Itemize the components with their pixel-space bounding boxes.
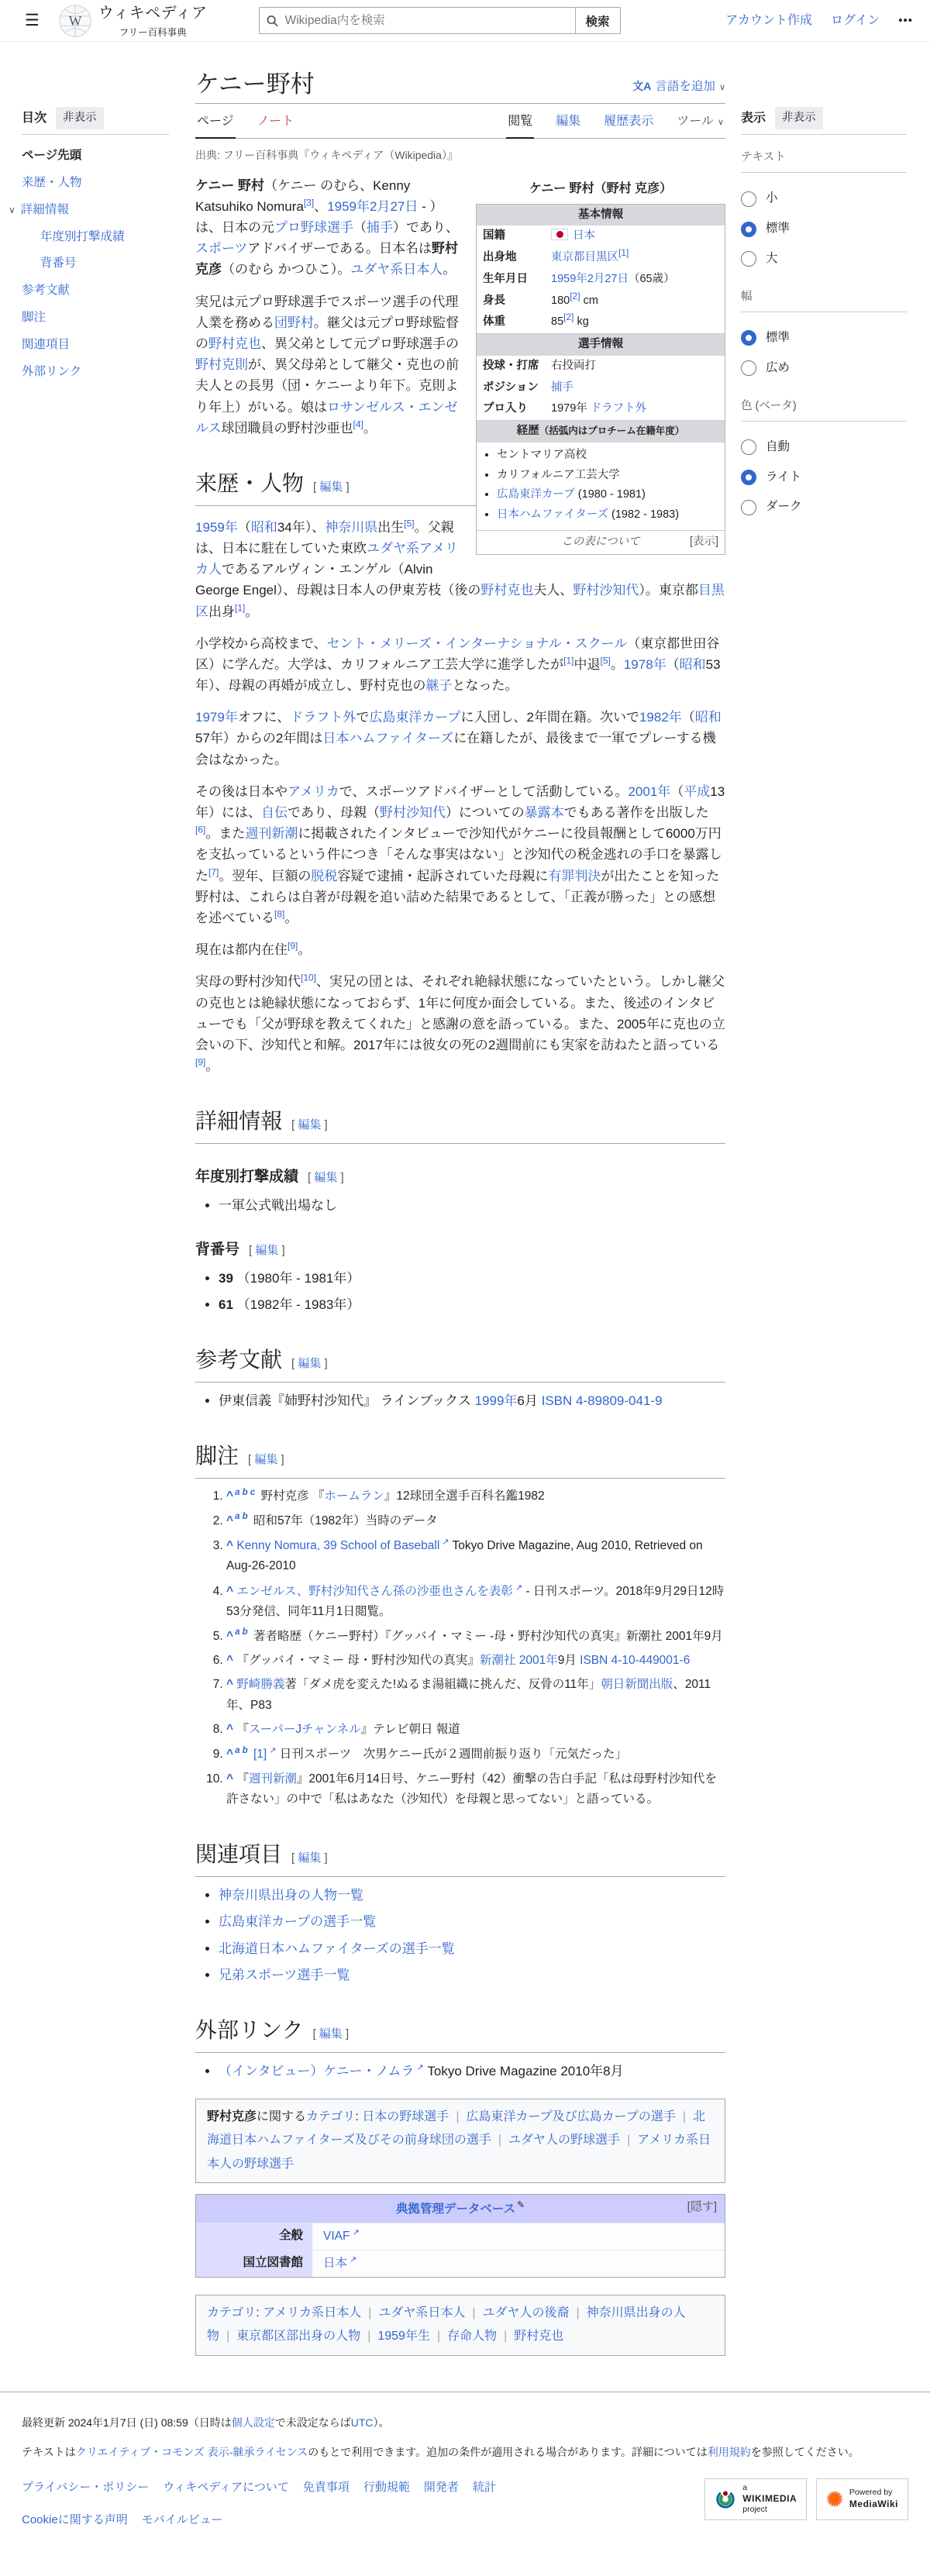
list-item: • 61 （1982年 - 1983年）	[219, 1294, 725, 1315]
reference-link[interactable]: [10]	[301, 972, 317, 983]
edit-section-link[interactable]: [ 編集 ]	[291, 1357, 328, 1370]
section-heading-career: 来歴・人物 [ 編集 ]	[195, 467, 725, 506]
external-link[interactable]: Kenny Nomura, 39 School of Baseball ↗	[236, 1537, 450, 1553]
inline-link[interactable]: 継子	[425, 678, 453, 694]
radio-color-auto[interactable]: 自動	[741, 432, 907, 463]
paragraph: 小学校から高校まで、セント・メリーズ・インターナショナル・スクール（東京都世田谷区）に学んだ。大学は、カリフォルニア工芸大学に進学したが[1]中退[5]。1978年（昭和53年）、母親の再婚が成立し、野村克也の継子となった。	[195, 635, 721, 694]
inline-link[interactable]: ホームラン	[324, 1489, 384, 1503]
footer-link-privacy[interactable]: プライバシー・ポリシー	[22, 2480, 150, 2494]
radio-width-wide[interactable]: 広め	[741, 353, 907, 384]
infobox-header-player: 選手情報	[477, 333, 725, 356]
radio-text-large[interactable]: 大	[741, 244, 907, 274]
inline-link[interactable]: 北海道日本ハムファイターズ及びその前身球団の選手	[207, 2110, 706, 2147]
inline-link[interactable]: 北海道日本ハムファイターズの選手一覧	[219, 1941, 455, 1956]
appearance-title: 表示	[741, 111, 766, 125]
page-title: ケニー野村	[195, 71, 315, 98]
inline-link[interactable]: ISBN 4-10-449001-6	[580, 1653, 691, 1667]
inline-link[interactable]: 日本	[573, 229, 595, 243]
infobox	[476, 178, 725, 555]
edit-section-link[interactable]: [ 編集 ]	[291, 1851, 328, 1865]
inline-link[interactable]: ^	[226, 1748, 234, 1762]
inline-link[interactable]: クリエイティブ・コモンズ 表示-継承ライセンス	[75, 2446, 308, 2459]
lead-paragraph: ケニー 野村（ケニー のむら、Kenny Katsuhiko Nomura[3]、1959年2月27日 - ）は、日本の元プロ野球選手（捕手）であり、スポーツアドバイザーである。日本名は野村 克彦（のむら かつひこ）。ユダヤ系日本人。	[195, 177, 459, 277]
reference-link[interactable]: [1]	[563, 655, 574, 666]
external-link[interactable]: エンゼルス、野村沙知代さん孫の沙亜也さんを表彰 ↗	[236, 1582, 523, 1598]
footnote: 1. ^ $^{a b c}$ 野村克彦 『ホームラン』12球団全選手百科名鑑1982	[226, 1486, 725, 1507]
infobox-show-link[interactable]: [表示]	[689, 535, 718, 548]
search-input[interactable]	[284, 13, 568, 29]
radio-text-standard[interactable]: 標準	[741, 214, 907, 244]
authority-hide-link[interactable]: [隠す]	[687, 2200, 717, 2214]
site-subtitle: 出典: フリー百科事典『ウィキペディア（Wikipedia）』	[195, 149, 458, 162]
list-item: • セントマリア高校	[497, 447, 725, 464]
wikimedia-logo-icon	[715, 2488, 736, 2510]
article-content	[195, 42, 725, 2356]
footer-link-conduct[interactable]: 行動規範	[363, 2480, 410, 2494]
inline-link[interactable]: ^	[226, 1772, 234, 1786]
infobox-row: 体重 85[2] kg	[483, 312, 589, 329]
inline-link[interactable]: スーパーJチャンネル	[248, 1722, 361, 1736]
inline-link[interactable]: 昭和	[250, 519, 277, 535]
lead-paragraph: 実兄は元プロ野球選手でスポーツ選手の代理人業を務める団野村。継父は元プロ野球監督の野村克也、異父弟として元プロ野球選手の野村克則が、異父母弟として継父・克也の前夫人との長男（団・ケニーより年下。克則より年上）がいる。娘はロサンゼルス・エンゼルス球団職員の野村沙亜也[4]。	[195, 294, 459, 436]
inline-link[interactable]: 1959年生	[377, 2330, 430, 2344]
infobox-row: 国籍 日本	[483, 229, 595, 243]
inline-link[interactable]: 平成	[684, 783, 711, 799]
inline-link[interactable]: 兄弟スポーツ選手一覧	[219, 1967, 350, 1982]
paragraph: 現在は都内在住[9]。	[195, 940, 312, 958]
inline-link[interactable]: 野崎勝義	[236, 1678, 285, 1692]
logo-title: ウィキペディア	[98, 5, 208, 22]
inline-link[interactable]: 1982年	[639, 710, 682, 725]
search-icon	[267, 15, 278, 27]
inline-link[interactable]: 1959年2月27日	[327, 198, 418, 214]
reference-link[interactable]: [3]	[303, 197, 315, 208]
inline-link[interactable]: 神奈川県	[325, 519, 378, 535]
reference-link[interactable]: [5]	[404, 518, 415, 529]
inline-link[interactable]: 昭和	[694, 710, 722, 725]
inline-link[interactable]: 東京都区部出身の人物	[236, 2330, 361, 2344]
radio-icon[interactable]	[741, 470, 756, 485]
appearance-panel	[741, 42, 907, 522]
inline-link[interactable]: ロサンゼルス・エンゼルス	[195, 399, 458, 436]
inline-link[interactable]: ユダヤ系日本人	[350, 262, 443, 277]
inline-link[interactable]: 目黒区	[195, 583, 725, 619]
inline-link[interactable]: 広島東洋カープ及び広島カープの選手	[466, 2110, 676, 2124]
inline-link[interactable]: ^	[226, 1629, 234, 1643]
chevron-down-icon[interactable]: ∨	[9, 204, 16, 215]
footnote: 10. ^ 『週刊新潮』2001年6月14日号、ケニー野村（42）衝撃の告白手記「私は母野村沙知代を許さない」の中で「私はあなた（沙知代）を母親と思ってない」と語っている。	[226, 1769, 725, 1810]
inline-link[interactable]: 暴露本	[524, 805, 564, 821]
footnote: 4. ^ エンゼルス、野村沙知代さん孫の沙亜也さんを表彰 ↗ - 日刊スポーツ。2018年9月29日12時53分発信、同年11月1日閲覧。	[226, 1581, 725, 1623]
inline-link[interactable]: スポーツ	[195, 241, 248, 257]
tab-talk[interactable]: ノート	[257, 114, 294, 128]
footnote-list	[195, 1486, 725, 1810]
tab-edit[interactable]: 編集	[556, 114, 581, 128]
edit-section-link[interactable]: [ 編集 ]	[308, 1171, 344, 1184]
infobox-row: ポジション 捕手	[483, 381, 574, 394]
radio-icon[interactable]	[741, 360, 756, 376]
page-footer	[0, 2392, 930, 2576]
inline-link[interactable]: 1979年	[195, 710, 238, 725]
toc-item-number[interactable]: 背番号	[40, 257, 77, 270]
inline-link[interactable]: 東京都目黒区	[551, 251, 618, 264]
site-header	[0, 0, 930, 42]
last-updated: 最終更新 2024年1月7日 (日) 08:59（日時は個人設定で未設定ならばUTC）。	[22, 2416, 390, 2429]
appearance-hide-button[interactable]: 非表示	[775, 107, 823, 129]
inline-link[interactable]: 利用規約	[707, 2446, 751, 2459]
list-item: • 伊東信義『姉野村沙知代』 ラインブックス 1999年6月 ISBN 4-89809-041-9	[219, 1390, 725, 1411]
chevron-down-icon: ∨	[717, 117, 724, 127]
inline-link[interactable]: 1999年	[474, 1393, 518, 1409]
section-heading-details: 詳細情報 [ 編集 ]	[195, 1104, 725, 1144]
footer-link-cookies[interactable]: Cookieに関する声明	[22, 2512, 128, 2526]
logo-subtitle: フリー百科事典	[119, 27, 187, 38]
radio-text-small[interactable]: 小	[741, 184, 907, 214]
reference-link[interactable]: [7]	[208, 866, 219, 877]
external-link[interactable]: VIAF ↗	[323, 2228, 360, 2244]
mediawiki-badge[interactable]: ✺ Powered by MediaWiki	[816, 2478, 908, 2520]
list-item: • 広島東洋カープ (1980 - 1981)	[497, 487, 725, 504]
wikipedia-globe-icon	[58, 4, 92, 38]
infobox-header-career: 経歴（括弧内はプロチーム在籍年度）	[477, 420, 725, 443]
edit-section-link[interactable]: [ 編集 ]	[249, 1244, 285, 1257]
inline-link[interactable]: ^	[226, 1653, 234, 1667]
external-link[interactable]: （インタビュー）ケニー・ノムラ ↗	[219, 2063, 424, 2078]
subsection-heading-number: 背番号 [ 編集 ]	[195, 1238, 725, 1262]
footer-link-mobile[interactable]: モバイルビュー	[141, 2512, 223, 2526]
width-group-label: 幅	[741, 288, 907, 312]
toc-item-related[interactable]: 関連項目	[22, 337, 71, 351]
pencil-icon[interactable]: ✎	[517, 2199, 525, 2211]
inline-link[interactable]: 1978年	[623, 656, 666, 672]
infobox-row: プロ入り 1979年 ドラフト外	[483, 402, 647, 415]
inline-link[interactable]: 広島東洋カープ	[497, 488, 575, 501]
inline-link[interactable]: アメリカ系日本人の野球選手	[207, 2133, 711, 2171]
paragraph: その後は日本やアメリカで、スポーツアドバイザーとして活動している。2001年（平成13年）には、自伝であり、母親（野村沙知代）についての暴露本でもある著作を出版した[6]。また週刊新潮に掲載されたインタビューで沙知代がケニーに役員報酬として6000万円を支払っているという件につき「そんな事実はない」と沙知代の税金逃れの手口を暴露した[7]。翌年、巨額の脱税容疑で逮捕・起訴されていた母親に有罪判決が出たことを知った野村は、これらは自著が母親を追い詰めた結果であるとして、「正義が勝った」との感想を述べている[8]。	[195, 783, 725, 925]
edit-section-link[interactable]: [ 編集 ]	[312, 2027, 349, 2040]
tab-read[interactable]: 閲覧	[506, 105, 534, 139]
tab-page[interactable]: ページ	[195, 105, 236, 139]
inline-link[interactable]: 週刊新潮	[245, 826, 298, 842]
radio-icon[interactable]	[741, 222, 756, 237]
search-bar	[259, 7, 621, 34]
inline-link[interactable]: 捕手	[551, 381, 574, 394]
color-group-label: 色 (ベータ)	[741, 398, 907, 422]
authority-title-link[interactable]: 典拠管理データベース	[395, 2202, 516, 2216]
japan-flag-icon	[551, 229, 568, 240]
hamburger-menu-icon[interactable]: ☰	[25, 11, 40, 29]
inline-link[interactable]: 個人設定	[231, 2416, 275, 2429]
inline-link[interactable]: 広島東洋カープの選手一覧	[219, 1914, 377, 1930]
inline-link[interactable]: 野村沙知代	[573, 583, 639, 598]
reference-link[interactable]: [9]	[195, 1056, 206, 1068]
toc-item-top[interactable]: ページ先頭	[22, 149, 82, 163]
inline-link[interactable]: 野村克則	[195, 357, 248, 373]
reference-link[interactable]: [2]	[570, 290, 580, 301]
inline-link[interactable]: 1959年2月27日	[551, 272, 629, 285]
inline-link[interactable]: セント・メリーズ・インターナショナル・スクール	[326, 635, 628, 651]
reference-link[interactable]: [8]	[274, 908, 285, 920]
inline-link[interactable]: 日本ハムファイターズ	[322, 731, 454, 746]
tab-tools[interactable]: ツール ∨	[677, 114, 724, 128]
subsection-heading-batting: 年度別打撃成績 [ 編集 ]	[195, 1166, 725, 1189]
chevron-down-icon: ∨	[718, 82, 725, 92]
footer-link-about[interactable]: ウィキペディアについて	[163, 2480, 289, 2494]
section-heading-notes: 脚注 [ 編集 ]	[195, 1439, 725, 1479]
inline-link[interactable]: ^	[226, 1584, 234, 1598]
inline-link[interactable]: ISBN 4-89809-041-9	[541, 1393, 663, 1409]
inline-link[interactable]: 週刊新潮	[248, 1772, 297, 1786]
inline-link[interactable]: 昭和	[679, 656, 706, 672]
inline-link[interactable]: ドラフト外	[290, 710, 356, 725]
inline-link[interactable]: プロ野球選手	[274, 220, 353, 236]
inline-link[interactable]: 捕手	[367, 220, 393, 236]
inline-link[interactable]: 日本ハムファイターズ	[497, 508, 608, 522]
radio-icon[interactable]	[741, 251, 756, 267]
inline-link[interactable]: 朝日新聞出版	[601, 1678, 673, 1692]
section-heading-related: 関連項目 [ 編集 ]	[195, 1837, 725, 1877]
footer-link-disclaimer[interactable]: 免責事項	[302, 2480, 350, 2494]
inline-link[interactable]: ^	[226, 1514, 234, 1527]
inline-link[interactable]: アメリカ	[288, 783, 339, 799]
toc-item-notes[interactable]: 脚注	[22, 310, 46, 324]
infobox-row: 生年月日 1959年2月27日（65歳）	[483, 272, 675, 285]
inline-link[interactable]: 日本の野球選手	[362, 2110, 450, 2124]
inline-link[interactable]: 神奈川県出身の人物一覧	[219, 1888, 363, 1903]
inline-link[interactable]: ^	[226, 1722, 234, 1736]
reference-link[interactable]: [1]	[618, 247, 629, 259]
list-item	[219, 1965, 725, 1985]
inline-link[interactable]: 脱税	[311, 868, 338, 883]
infobox-row: 出身地 東京都目黒区[1]	[483, 247, 629, 264]
inline-link[interactable]: カテゴリ	[306, 2110, 356, 2124]
inline-link[interactable]: 存命人物	[447, 2330, 498, 2344]
footnote: 9. ^ $^{a b}$ [1] ↗ 日刊スポーツ 次男ケニー氏が２週間前振り返り「元気だった」	[226, 1744, 725, 1765]
radio-icon[interactable]	[741, 330, 756, 346]
wikipedia-logo[interactable]	[58, 1, 208, 40]
tab-history[interactable]: 履歴表示	[604, 114, 654, 128]
radio-color-light[interactable]: ライト	[741, 463, 907, 493]
infobox-row: 投球・打席 右投両打	[483, 359, 596, 372]
list-item: • （インタビュー）ケニー・ノムラ ↗ Tokyo Drive Magazine 2010年8月	[219, 2061, 725, 2082]
footer-link-stats[interactable]: 統計	[472, 2480, 496, 2494]
inline-link[interactable]: 神奈川県出身の人物	[207, 2306, 686, 2344]
infobox-career-list	[477, 447, 725, 524]
infobox-row: 身長 180[2] cm	[483, 290, 598, 307]
inline-link[interactable]: ユダヤ系日本人	[378, 2306, 466, 2320]
edit-section-link[interactable]: [ 編集 ]	[291, 1118, 328, 1131]
inline-link[interactable]: 有罪判決	[548, 868, 601, 883]
authority-row: 国立図書館 日本 ↗	[196, 2250, 725, 2277]
inline-link[interactable]: アメリカ系日本人	[263, 2306, 362, 2320]
list-item: • 39 （1980年 - 1981年）	[219, 1268, 725, 1289]
svg-text:W: W	[68, 12, 82, 29]
edit-section-link[interactable]: [ 編集 ]	[248, 1453, 284, 1466]
category-links-box: カテゴリ: アメリカ系日本人 | ユダヤ系日本人 | ユダヤ人の後裔 | 神奈川県出身の人物 | 東京都区部出身の人物 | 1959年生 | 存命人物 | 野村克也	[195, 2295, 725, 2356]
list-item: • 一軍公式戦出場なし	[219, 1195, 725, 1216]
mediawiki-logo-icon: ✺	[826, 2487, 843, 2511]
infobox-caption: ケニー 野村（野村 克彦）	[529, 181, 673, 195]
footnote: 8. ^ 『スーパーJチャンネル』テレビ朝日 報道	[226, 1720, 725, 1740]
license-note: テキストはクリエイティブ・コモンズ 表示-継承ライセンスのもとで利用できます。追加の条件が適用される場合があります。詳細については利用規約を参照してください。	[22, 2446, 859, 2459]
list-item	[219, 1911, 725, 1932]
footer-nav	[22, 2478, 611, 2530]
add-language-button[interactable]: 文A 言語を追加 ∨	[632, 79, 725, 93]
radio-color-dark[interactable]: ダーク	[741, 492, 907, 522]
inline-link[interactable]: カテゴリ	[207, 2306, 257, 2320]
inline-link[interactable]: ^	[226, 1489, 234, 1503]
inline-link[interactable]: ^	[226, 1539, 234, 1553]
authority-control-box	[195, 2194, 725, 2278]
paragraph: 1959年（昭和34年）、神奈川県出生[5]。父親は、日本に駐在していた東欧ユダヤ系アメリカ人であるアルヴィン・エンゲル（Alvin George Engel）、母親は日本人の伊東芳枝（後の野村克也夫人、野村沙知代）。東京都目黒区出身[1]。	[195, 518, 725, 619]
wikimedia-badge[interactable]: a WIKIMEDIA project	[704, 2478, 807, 2520]
reference-link[interactable]: [6]	[195, 824, 206, 835]
search-button[interactable]: 検索	[575, 7, 621, 34]
edit-section-link[interactable]: [ 編集 ]	[313, 480, 350, 494]
inline-link[interactable]: 2001年	[518, 1653, 558, 1667]
toc-title: 目次	[22, 111, 47, 125]
inline-link[interactable]: ドラフト外	[590, 402, 647, 415]
list-item	[219, 1885, 725, 1906]
toc-item-external[interactable]: 外部リンク	[22, 364, 82, 378]
list-item	[219, 1938, 725, 1959]
infobox-header-basic: 基本情報	[477, 205, 725, 226]
inline-link[interactable]: 野村克也	[514, 2330, 564, 2344]
radio-width-standard[interactable]: 標準	[741, 323, 907, 353]
radio-icon[interactable]	[741, 500, 756, 515]
paragraph: 実母の野村沙知代[10]、実兄の団とは、それぞれ絶縁状態になっていたという。しかし継父の克也とは絶縁状態になっておらず、1年に何度か面会している。また、後述のインタビューでも「父が野球を教えてくれた」と感謝の意を語っている。また、2005年に克也の立会いの下、沙知代と和解。2017年には彼女の死の2週間前にも実家を訪ねたと語っている[9]。	[195, 972, 725, 1074]
inline-link[interactable]: 野村沙知代	[380, 805, 446, 821]
reference-link[interactable]: [9]	[288, 940, 298, 952]
inline-link[interactable]: 団野村	[274, 315, 314, 330]
login-link[interactable]: ログイン	[831, 13, 880, 27]
infobox-about-link[interactable]: この表について	[561, 535, 640, 548]
toc-item-details[interactable]: ∨ 詳細情報	[9, 202, 69, 216]
language-icon: 文A	[632, 79, 652, 92]
section-heading-external: 外部リンク [ 編集 ]	[195, 2013, 725, 2053]
paragraph: 1979年オフに、ドラフト外で広島東洋カープに入団し、2年間在籍。次いで1982年（昭和57年）からの2年間は日本ハムファイターズに在籍したが、最後まで一軍でプレーする機会はなかった。	[195, 710, 722, 767]
external-link[interactable]: 日本 ↗	[323, 2255, 357, 2271]
external-link[interactable]: [1] ↗	[253, 1746, 277, 1762]
inline-link[interactable]: 自伝	[261, 805, 288, 821]
footnote: 3. ^ Kenny Nomura, 39 School of Baseball ↗ Tokyo Drive Magazine, Aug 2010, Retrieved on Aug-26-2010	[226, 1535, 725, 1577]
list-item: • 日本ハムファイターズ (1982 - 1983)	[497, 507, 725, 524]
inline-link[interactable]: ^	[226, 1678, 234, 1692]
inline-link[interactable]: 2001年	[628, 783, 671, 799]
toc-item-batting[interactable]: 年度別打撃成績	[40, 229, 125, 243]
radio-icon[interactable]	[741, 191, 756, 207]
text-size-group-label: テキスト	[741, 149, 907, 173]
inline-link[interactable]: 広島東洋カープ	[369, 710, 461, 725]
table-of-contents	[9, 42, 169, 385]
footnote: 2. ^ $^{a b}$ 昭和57年（1982年）当時のデータ	[226, 1511, 725, 1531]
reference-link[interactable]: [5]	[600, 655, 611, 666]
article-tabs	[195, 105, 725, 139]
list-item: • カリフォルニア工芸大学	[497, 467, 725, 484]
inline-link[interactable]: 1959年	[195, 519, 238, 535]
reference-link[interactable]: [2]	[563, 312, 574, 323]
section-heading-refs: 参考文献 [ 編集 ]	[195, 1343, 725, 1383]
reference-link[interactable]: [1]	[235, 601, 246, 613]
inline-link[interactable]: ユダヤ系アメリカ人	[195, 540, 458, 577]
create-account-link[interactable]: アカウント作成	[725, 13, 813, 27]
footnote: 6. ^ 『グッバイ・マミー 母・野村沙知代の真実』新潮社 2001年9月 ISBN 4-10-449001-6	[226, 1651, 725, 1671]
footer-link-developers[interactable]: 開発者	[423, 2480, 459, 2494]
footnote: 7. ^ 野崎勝義著「ダメ虎を変えた!ぬるま湯組織に挑んだ、反骨の11年」朝日新聞出版、2011年、P83	[226, 1675, 725, 1716]
inline-link[interactable]: ユダヤ人の野球選手	[508, 2133, 621, 2147]
toc-item-refs[interactable]: 参考文献	[22, 284, 71, 298]
inline-link[interactable]: ユダヤ人の後裔	[482, 2306, 570, 2320]
person-category-box: 野村克彦に関するカテゴリ: 日本の野球選手 | 広島東洋カープ及び広島カープの選手 | 北海道日本ハムファイターズ及びその前身球団の選手 | ユダヤ人の野球選手 | アメリカ系日本人の野球選手	[195, 2099, 725, 2183]
inline-link[interactable]: 野村克也	[480, 583, 534, 598]
toc-item-career[interactable]: 来歴・人物	[22, 175, 82, 189]
footnote: 5. ^ $^{a b}$ 著者略歴（ケニー野村）『グッバイ・マミー -母・野村沙知代の真実』新潮社 2001年9月	[226, 1627, 725, 1647]
toc-hide-button[interactable]: 非表示	[56, 107, 104, 129]
radio-icon[interactable]	[741, 439, 756, 455]
inline-link[interactable]: UTC	[350, 2416, 374, 2429]
inline-link[interactable]: 野村克也	[208, 336, 261, 352]
authority-row: 全般 VIAF ↗	[196, 2223, 725, 2250]
more-options-icon[interactable]: •••	[898, 13, 913, 27]
reference-link[interactable]: [4]	[353, 418, 363, 430]
inline-link[interactable]: 新潮社	[479, 1653, 516, 1667]
